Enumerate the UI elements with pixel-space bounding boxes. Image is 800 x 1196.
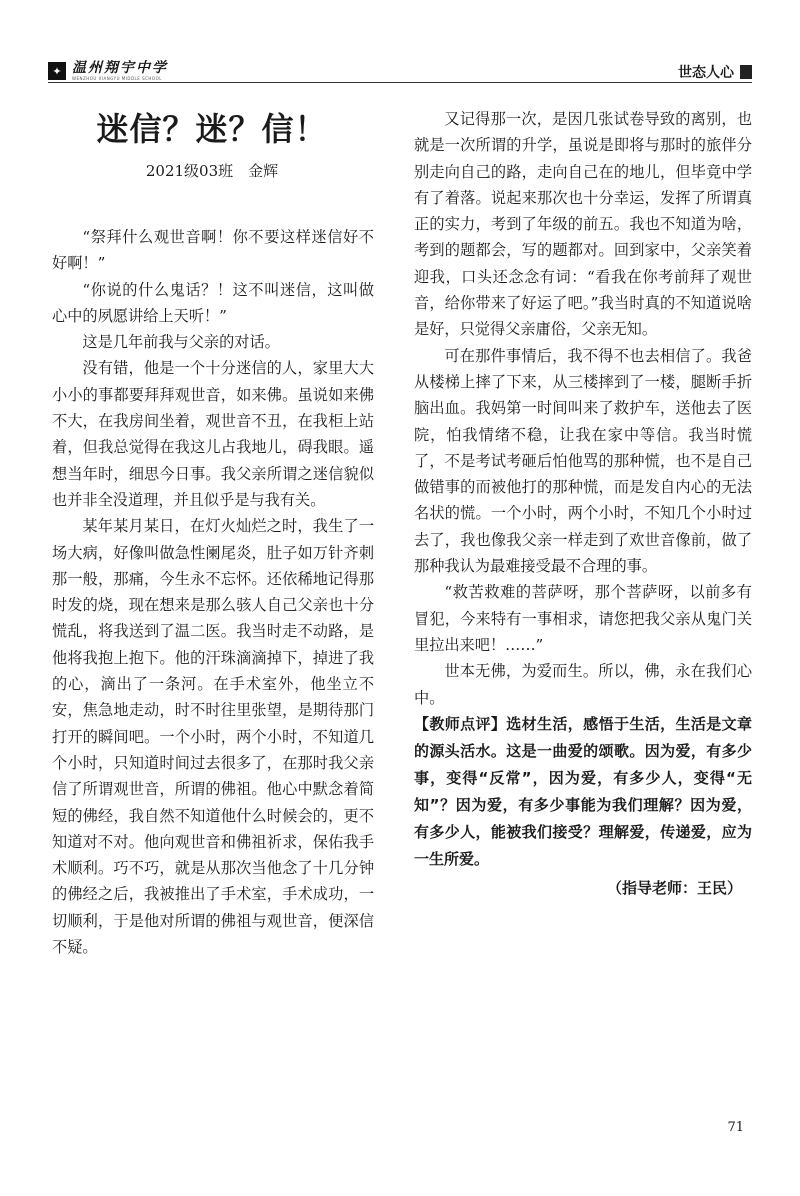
journal-name: 温州翔宇中学 bbox=[72, 60, 168, 76]
logo-mark-icon: ✦ bbox=[48, 62, 66, 80]
paragraph: 世本无佛，为爱而生。所以，佛，永在我们心中。 bbox=[414, 662, 752, 707]
paragraph: 又记得那一次，是因几张试卷导致的离别，也就是一次所谓的升学，虽说是即将与那时的旅伴分别走向自己的路，走向自己在的地儿，但毕竟中学有了着落。说起来那次也十分幸运，发挥了所谓真正的实力，考到了年级的前五。我也不知道为啥，考到的题都会，写的题都对。回到家中，父亲笑着迎我，口头还念念有词：“看我在你考前拜了观世音，给你带来了好运了吧。”我当时真的不知道说啥是好，只觉得父亲庸俗，父亲无知。 bbox=[414, 110, 752, 339]
paragraph: “你说的什么鬼话？！这不叫迷信，这叫做心中的夙愿讲给上天听！” bbox=[52, 280, 374, 325]
paragraph: 可在那件事情后，我不得不也去相信了。我爸从楼梯上摔了下来，从三楼摔到了一楼，腿断手折脑出血。我妈第一时间叫来了救护车，送他去了医院，怕我情绪不稳，让我在家中等信。我当时慌了，不是考试考砸后怕他骂的那种慌，也不是自己做错事的而被他打的那种慌，而是发自内心的无法名状的慌。一个小时，两个小时，不知几个小时过去了，我也像我父亲一样走到了欢世音像前，做了那种我认为最难接受最不合理的事。 bbox=[414, 346, 752, 576]
journal-logo bbox=[48, 60, 168, 82]
page-number: 71 bbox=[727, 1120, 744, 1135]
paragraph: 这是几年前我与父亲的对话。 bbox=[82, 333, 280, 352]
section-label bbox=[678, 62, 752, 82]
article-title: 迷信？迷？信！ bbox=[96, 110, 328, 148]
logo-text bbox=[72, 61, 168, 81]
journal-subtitle: WENZHOU XIANGYU MIDDLE SCHOOL bbox=[72, 76, 162, 81]
paragraph: “救苦救难的菩萨呀，那个菩萨呀，以前多有冒犯，今来特有一事相求，请您把我父亲从鬼门关里拉出来吧！……” bbox=[414, 583, 752, 654]
teacher-comment: 【教师点评】选材生活，感悟于生活，生活是文章的源头活水。这是一曲爱的颂歌。因为爱，有多少事，变得“反常”，因为爱，有多少人，变得“无知”？因为爱，有多少事能为我们理解？因为爱，有多少人，能被我们接受？理解爱，传递爱，应为一生所爱。 bbox=[414, 714, 752, 868]
section-marker-icon bbox=[740, 65, 752, 79]
right-column bbox=[414, 106, 752, 898]
paragraph: 某年某月某日，在灯火灿烂之时，我生了一场大病，好像叫做急性阑尾炎，肚子如万针齐刺那一般，那痛，今生永不忘怀。还依稀地记得那时发的烧，现在想来是那么骇人自己父亲也十分慌乱，将我送到了温二医。我当时走不动路，是他将我抱上抱下。他的汗珠滴滴掉下，掉进了我的心，滴出了一条河。在手术室外，他坐立不安，焦急地走动，时不时往里张望，是期待那门打开的瞬间吧。一个小时，两个小时，不知道几个小时，只知道时间过去很多了，在那时我父亲信了所谓观世音，所谓的佛祖。他心中默念着简短的佛经，我自然不知道他什么时候会的，更不知道对不对。他向观世音和佛祖祈求，保佑我手术顺利。巧不巧，就是从那次当他念了十几分钟的佛经之后，我被推出了手术室，手术成功，一切顺利，于是他对所谓的佛祖与观世音，便深信不疑。 bbox=[52, 517, 374, 957]
article-byline: 2021级03班 金辉 bbox=[145, 162, 279, 180]
header-divider bbox=[48, 82, 752, 83]
advisor-credit: （指导老师：王民） bbox=[606, 878, 742, 897]
left-column bbox=[52, 224, 374, 960]
section-title: 世态人心 bbox=[678, 65, 734, 81]
paragraph: 没有错，他是一个十分迷信的人，家里大大小小的事都要拜拜观世音，如来佛。虽说如来佛不大，在我房间坐着，观世音不丑，在我柜上站着，但我总觉得在我这儿占我地儿，碍我眼。遥想当年时，细思今日事。我父亲所谓之迷信貌似也并非全没道理，并且似乎是与我有关。 bbox=[52, 359, 374, 509]
paragraph: “祭拜什么观世音啊！你不要这样迷信好不好啊！” bbox=[52, 228, 374, 273]
